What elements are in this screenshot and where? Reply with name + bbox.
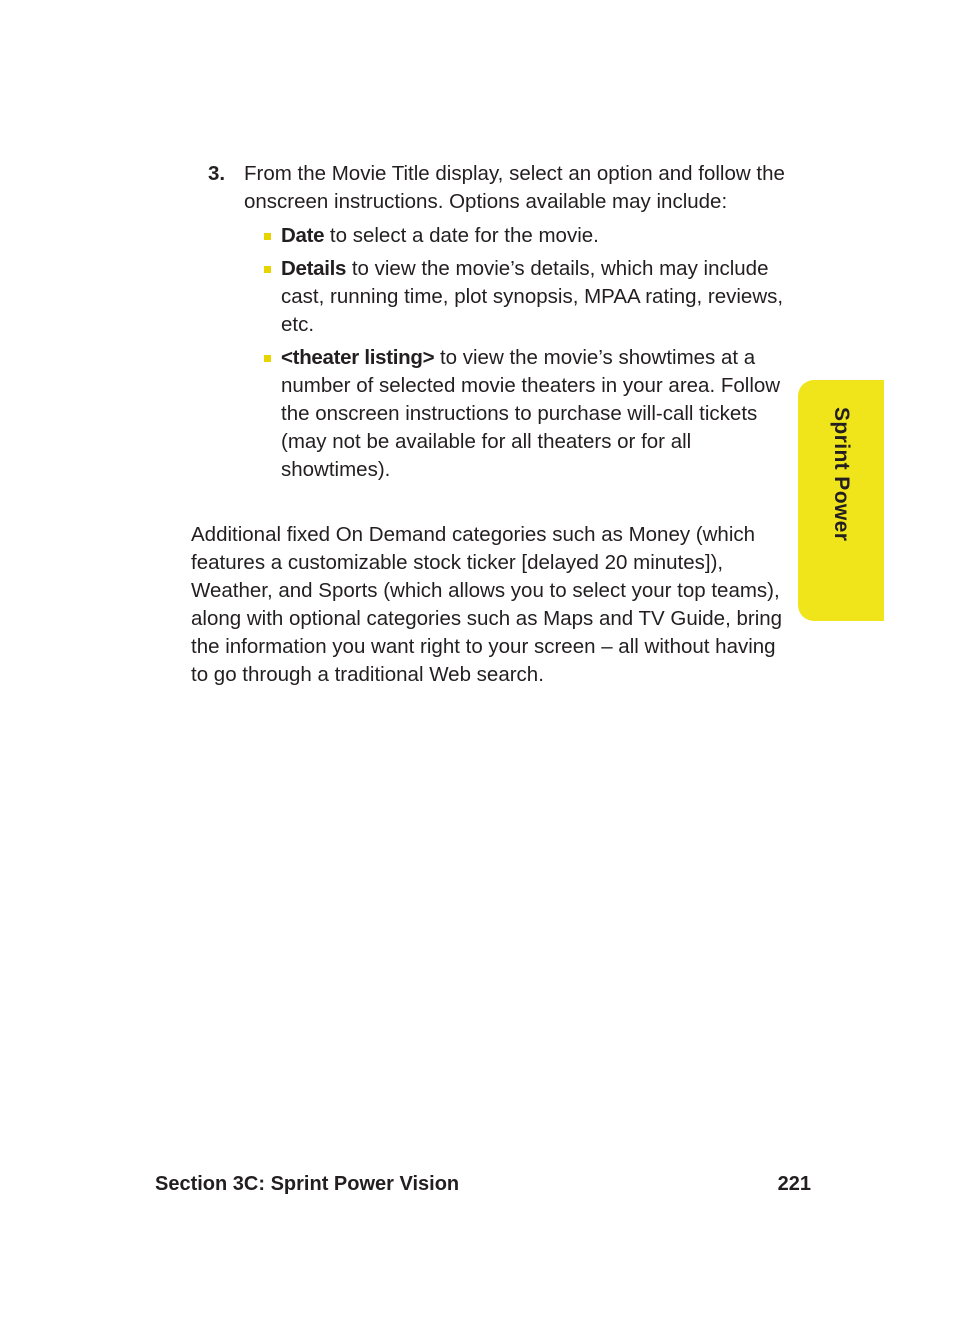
body-paragraph: Additional fixed On Demand categories such as Money (which features a customizable stock ticker [delayed 20 minutes]), Weather, and Sports (which allows you to select your top teams), along with optional categories such as Maps and TV Guide, bring the information you want right to your screen – all without having to go through a traditional Web search. [191,523,783,686]
list-item [281,255,798,339]
square-bullet-icon [264,355,271,362]
list-item [281,222,798,250]
section-side-tab [798,380,884,621]
step-3 [208,160,798,489]
square-bullet-icon [264,233,271,240]
option-term: Details [281,257,347,280]
option-description: to select a date for the movie. [324,224,599,247]
page-number: 221 [777,1173,811,1195]
footer-section-title: Section 3C: Sprint Power Vision [155,1173,460,1195]
options-list [208,222,798,484]
step-text: From the Movie Title display, select an option and follow the onscreen instructions. Options available may include: [244,162,785,213]
step-number: 3. [208,162,226,185]
square-bullet-icon [264,266,271,273]
option-term: <theater listing> [281,346,435,369]
option-term: Date [281,224,325,247]
side-tab-label: Sprint Power [830,407,853,542]
option-description: to view the movie’s showtimes at a number of selected movie theaters in your area. Follow the onscreen instructions to purchase will-call tickets (may not be available for all theaters or for all showtimes). [281,346,781,481]
option-description: to view the movie’s details, which may include cast, running time, plot synopsis, MPAA rating, reviews, etc. [281,257,784,336]
list-item [281,344,798,484]
